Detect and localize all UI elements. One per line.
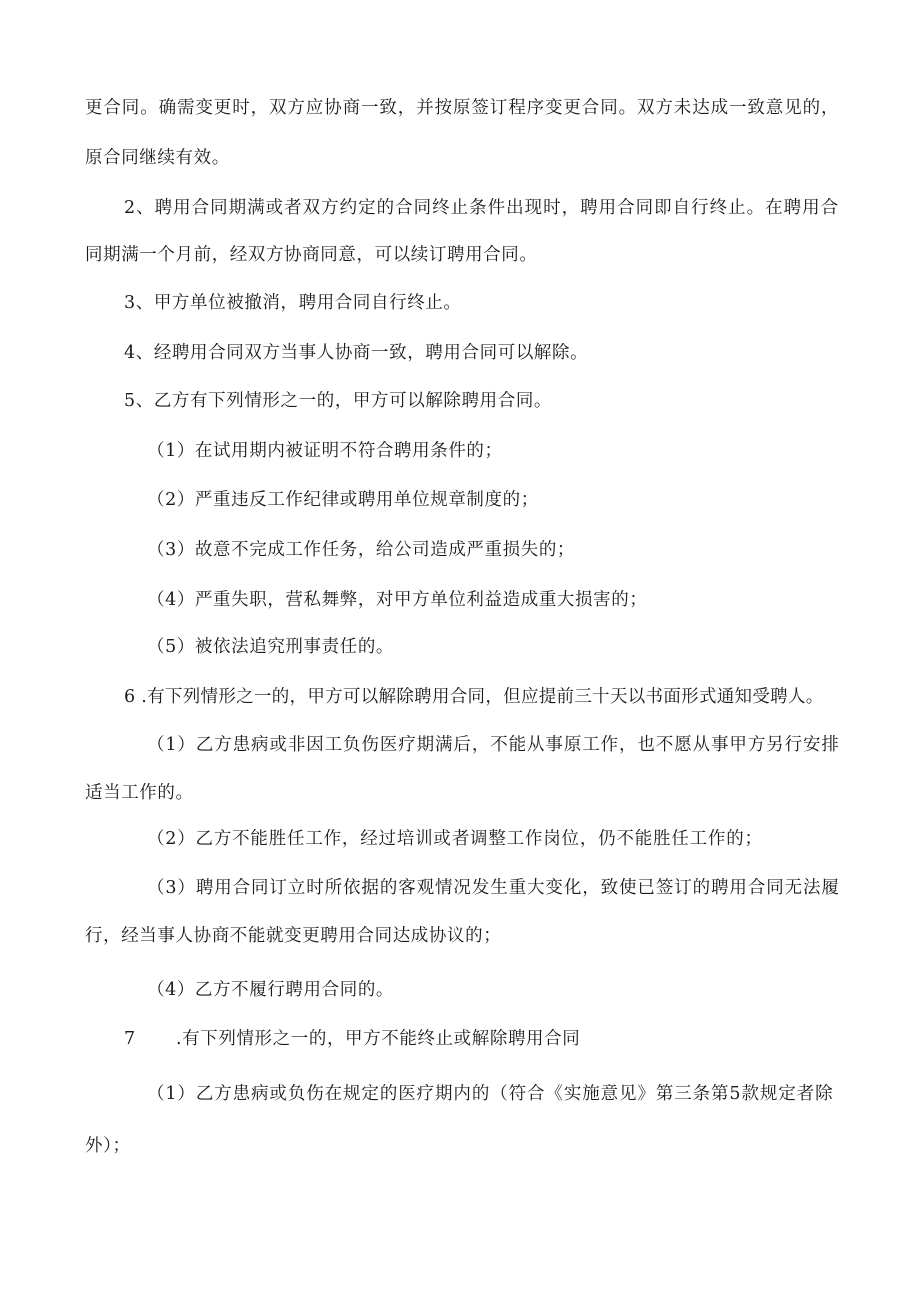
text-line: 外）； <box>85 1136 131 1156</box>
text-line: 3、甲方单位被撤消，聘用合同自行终止。 <box>124 293 462 313</box>
text-line: 更合同。确需变更时，双方应协商一致，并按原签订程序变更合同。双方未达成一致意见的， <box>85 98 840 118</box>
text-line: 原合同继续有效。 <box>85 148 230 168</box>
list-item: （3）故意不完成工作任务，给公司造成严重损失的； <box>147 540 576 560</box>
list-item: （1）乙方患病或非因工负伤医疗期满后，不能从事原工作，也不愿从事甲方另行安排 <box>147 735 840 755</box>
list-item: （5）被依法追究刑事责任的。 <box>147 637 395 657</box>
text-line: 6 .有下列情形之一的，甲方可以解除聘用合同，但应提前三十天以书面形式通知受聘人。 <box>124 687 824 707</box>
list-item: （1）在试用期内被证明不符合聘用条件的； <box>147 441 503 461</box>
text-line: 4、经聘用合同双方当事人协商一致，聘用合同可以解除。 <box>124 343 589 363</box>
text-line: 行，经当事人协商不能就变更聘用合同达成协议的； <box>85 926 502 946</box>
clause-number: 7 <box>124 1029 136 1049</box>
text-line: 同期满一个月前，经双方协商同意，可以续订聘用合同。 <box>85 245 538 265</box>
list-item: （1）乙方患病或负伤在规定的医疗期内的（符合《实施意见》第三条第5款规定者除 <box>147 1084 834 1104</box>
clause-7-line <box>124 1027 580 1051</box>
list-item: （2）乙方不能胜任工作，经过培训或者调整工作岗位，仍不能胜任工作的； <box>147 829 763 849</box>
list-item: （3）聘用合同订立时所依据的客观情况发生重大变化，致使已签订的聘用合同无法履 <box>147 878 840 898</box>
clause-text: .有下列情形之一的，甲方不能终止或解除聘用合同 <box>176 1029 581 1049</box>
text-line: 适当工作的。 <box>85 783 194 803</box>
list-item: （4）乙方不履行聘用合同的。 <box>147 980 395 1000</box>
text-line: 5、乙方有下列情形之一的，甲方可以解除聘用合同。 <box>124 391 553 411</box>
text-line: 2、聘用合同期满或者双方约定的合同终止条件出现时，聘用合同即自行终止。在聘用合 <box>124 198 840 218</box>
list-item: （4）严重失职，营私舞弊，对甲方单位利益造成重大损害的； <box>147 590 648 610</box>
list-item: （2）严重违反工作纪律或聘用单位规章制度的； <box>147 490 539 510</box>
